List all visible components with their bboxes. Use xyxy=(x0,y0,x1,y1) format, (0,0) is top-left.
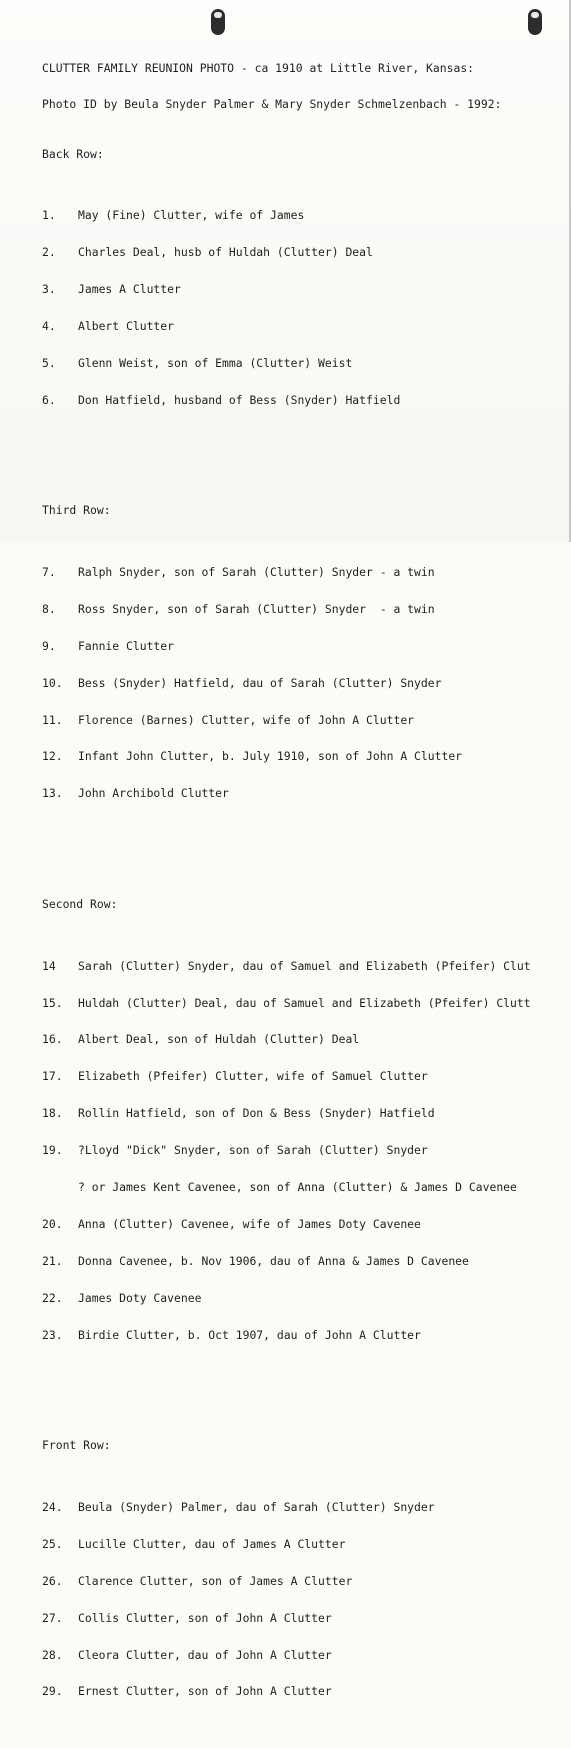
item-text: Collis Clutter, son of John A Clutter xyxy=(78,1610,332,1625)
front-row-list xyxy=(42,1476,571,1722)
item-number: 2. xyxy=(42,245,56,260)
item-text: Elizabeth (Pfeifer) Clutter, wife of Samuel Clutter xyxy=(78,1069,428,1084)
item-text: Infant John Clutter, b. July 1910, son of John A Clutter xyxy=(78,749,463,764)
item-number: 12. xyxy=(42,749,63,764)
item-number: 8. xyxy=(42,601,56,616)
list-item xyxy=(42,1501,571,1513)
item-text: Huldah (Clutter) Deal, dau of Samuel and Elizabeth (Pfeifer) Clutt xyxy=(78,995,531,1010)
list-item xyxy=(42,320,571,332)
list-item xyxy=(42,1329,571,1341)
list-item xyxy=(42,1144,571,1156)
item-text: Anna (Clutter) Cavenee, wife of James Doty Cavenee xyxy=(78,1216,421,1231)
list-item xyxy=(42,566,571,578)
list-item xyxy=(42,1292,571,1304)
item-number: 4. xyxy=(42,318,56,333)
list-item xyxy=(42,1070,571,1082)
item-text: Ross Snyder, son of Sarah (Clutter) Snyder - a twin xyxy=(78,601,435,616)
item-number: 19. xyxy=(42,1143,63,1158)
item-number: 29. xyxy=(42,1684,63,1699)
list-item xyxy=(42,1107,571,1119)
list-item xyxy=(42,357,571,369)
item-text: Birdie Clutter, b. Oct 1907, dau of John A Clutter xyxy=(78,1327,421,1342)
item-text: Cleora Clutter, dau of John A Clutter xyxy=(78,1647,332,1662)
list-item xyxy=(42,1649,571,1661)
item-number: 24. xyxy=(42,1499,63,1514)
item-text: Ralph Snyder, son of Sarah (Clutter) Snyder - a twin xyxy=(78,564,435,579)
item-text: Don Hatfield, husband of Bess (Snyder) Hatfield xyxy=(78,392,401,407)
item-text: Clarence Clutter, son of James A Clutter xyxy=(78,1573,353,1588)
item-text: Ernest Clutter, son of John A Clutter xyxy=(78,1684,332,1699)
section-heading: Second Row: xyxy=(42,897,118,912)
item-text: Albert Deal, son of Huldah (Clutter) Deal xyxy=(78,1032,360,1047)
list-item xyxy=(42,787,571,799)
item-number: 23. xyxy=(42,1327,63,1342)
section-spacer xyxy=(42,861,571,874)
item-number: 13. xyxy=(42,786,63,801)
list-item xyxy=(42,1685,571,1697)
item-number: 25. xyxy=(42,1536,63,1551)
list-item xyxy=(42,283,571,295)
list-item xyxy=(42,1255,571,1267)
item-text: Florence (Barnes) Clutter, wife of John A Clutter xyxy=(78,712,415,727)
item-text: Donna Cavenee, b. Nov 1906, dau of Anna & James D Cavenee xyxy=(78,1253,469,1268)
item-number: 20. xyxy=(42,1216,63,1231)
item-text: ?Lloyd "Dick" Snyder, son of Sarah (Clutter) Snyder xyxy=(78,1143,428,1158)
list-item xyxy=(42,1181,571,1193)
second-row-list xyxy=(42,935,571,1365)
section-heading: Back Row: xyxy=(42,146,104,161)
item-number: 16. xyxy=(42,1032,63,1047)
list-item xyxy=(42,997,571,1009)
item-text: Rollin Hatfield, son of Don & Bess (Snyder) Hatfield xyxy=(78,1106,435,1121)
list-item xyxy=(42,640,571,652)
item-number: 9. xyxy=(42,638,56,653)
item-number: 6. xyxy=(42,392,56,407)
section-heading: Front Row: xyxy=(42,1438,111,1453)
item-number: 18. xyxy=(42,1106,63,1121)
list-item xyxy=(42,246,571,258)
item-number: 14 xyxy=(42,958,56,973)
item-number: 10. xyxy=(42,675,63,690)
section-spacer xyxy=(42,1402,571,1415)
list-item xyxy=(42,1218,571,1230)
item-text: John Archibold Clutter xyxy=(78,786,229,801)
item-text: James Doty Cavenee xyxy=(78,1290,202,1305)
item-number: 1. xyxy=(42,208,56,223)
binder-hole xyxy=(528,9,542,35)
binder-hole xyxy=(211,9,225,35)
item-number: 17. xyxy=(42,1069,63,1084)
list-item xyxy=(42,714,571,726)
item-number: 26. xyxy=(42,1573,63,1588)
list-item xyxy=(42,1538,571,1550)
item-text: James A Clutter xyxy=(78,281,181,296)
section-spacer xyxy=(42,467,571,480)
item-number: 21. xyxy=(42,1253,63,1268)
back-row-list xyxy=(42,185,571,431)
section-heading: Third Row: xyxy=(42,503,111,518)
item-text: Sarah (Clutter) Snyder, dau of Samuel and Elizabeth (Pfeifer) Clut xyxy=(78,958,531,973)
item-number: 7. xyxy=(42,564,56,579)
list-item xyxy=(42,1033,571,1045)
list-item xyxy=(42,750,571,762)
document-text xyxy=(42,37,571,1747)
third-row-list xyxy=(42,541,571,824)
item-text: Albert Clutter xyxy=(78,318,175,333)
item-text: Glenn Weist, son of Emma (Clutter) Weist xyxy=(78,355,353,370)
item-number: 15. xyxy=(42,995,63,1010)
list-item xyxy=(42,1575,571,1587)
item-text: Lucille Clutter, dau of James A Clutter xyxy=(78,1536,346,1551)
item-text: May (Fine) Clutter, wife of James xyxy=(78,208,305,223)
list-item xyxy=(42,677,571,689)
item-number: 27. xyxy=(42,1610,63,1625)
document-title: CLUTTER FAMILY REUNION PHOTO - ca 1910 at Little River, Kansas: xyxy=(42,60,475,75)
item-number: 3. xyxy=(42,281,56,296)
item-number: 5. xyxy=(42,355,56,370)
list-item xyxy=(42,394,571,406)
item-number: 22. xyxy=(42,1290,63,1305)
item-text: Bess (Snyder) Hatfield, dau of Sarah (Clutter) Snyder xyxy=(78,675,442,690)
list-item xyxy=(42,603,571,615)
photo-id-line: Photo ID by Beula Snyder Palmer & Mary Snyder Schmelzenbach - 1992: xyxy=(42,97,502,112)
list-item xyxy=(42,960,571,972)
item-number: 11. xyxy=(42,712,63,727)
item-text: Fannie Clutter xyxy=(78,638,175,653)
item-number: 28. xyxy=(42,1647,63,1662)
item-text: Beula (Snyder) Palmer, dau of Sarah (Clutter) Snyder xyxy=(78,1499,435,1514)
list-item xyxy=(42,209,571,221)
list-item xyxy=(42,1612,571,1624)
item-text: ? or James Kent Cavenee, son of Anna (Clutter) & James D Cavenee xyxy=(78,1180,517,1195)
item-text: Charles Deal, husb of Huldah (Clutter) Deal xyxy=(78,245,373,260)
